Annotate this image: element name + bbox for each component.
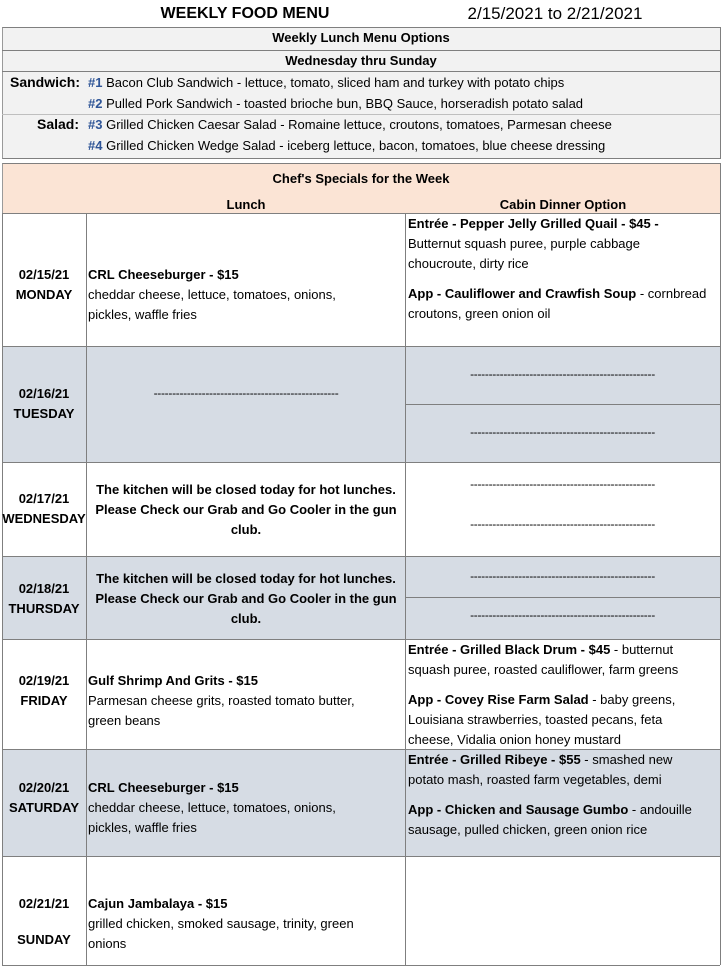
lunch-option-3: #3 Grilled Chicken Caesar Salad - Romaine lettuce, croutons, tomatoes, Parmesan cheese	[88, 117, 612, 132]
dinner-special-monday: Entrée - Pepper Jelly Grilled Quail - $45 - Butternut squash puree, purple cabbage choucroute, dirty rice App - Cauliflower and Crawfish Soup - cornbread croutons, green onion oil	[408, 216, 707, 321]
lunch-options-heading: Weekly Lunch Menu Options	[272, 30, 450, 45]
dinner-placeholder-thursday-1: --------------------------------------------------	[470, 569, 655, 583]
col-lunch-header: Lunch	[226, 197, 266, 212]
divider	[2, 71, 721, 72]
lunch-special-saturday: CRL Cheeseburger - $15 cheddar cheese, lettuce, tomatoes, onions, pickles, waffle fries	[88, 780, 336, 835]
divider	[2, 50, 721, 51]
lunch-placeholder-tuesday: --------------------------------------------------	[153, 386, 339, 400]
salad-label: Salad:	[37, 116, 80, 132]
divider	[405, 597, 721, 598]
dinner-special-friday: Entrée - Grilled Black Drum - $45 - butternut squash puree, roasted cauliflower, farm greens App - Covey Rise Farm Salad - baby greens, Louisiana strawberries, toasted pecans, feta cheese, Vidalia onion honey mustard	[408, 642, 679, 747]
lunch-special-monday: CRL Cheeseburger - $15 cheddar cheese, lettuce, tomatoes, onions, pickles, waffle fries	[88, 267, 336, 322]
divider	[2, 114, 721, 115]
day-label-friday: 02/19/21 FRIDAY	[18, 673, 70, 708]
lunch-option-1: #1 Bacon Club Sandwich - lettuce, tomato, sliced ham and turkey with potato chips	[88, 75, 565, 90]
lunch-option-4: #4 Grilled Chicken Wedge Salad - iceberg lettuce, bacon, tomatoes, blue cheese dressing	[88, 138, 606, 153]
lunch-option-2: #2 Pulled Pork Sandwich - toasted brioche bun, BBQ Sauce, horseradish potato salad	[88, 96, 584, 111]
lunch-special-sunday: Cajun Jambalaya - $15 grilled chicken, smoked sausage, trinity, green onions	[88, 896, 354, 951]
sandwich-label: Sandwich:	[10, 74, 81, 90]
day-label-thursday: 02/18/21 THURSDAY	[8, 581, 80, 616]
lunch-options-days: Wednesday thru Sunday	[285, 53, 437, 68]
day-label-saturday: 02/20/21 SATURDAY	[8, 780, 80, 815]
day-label-sunday: 02/21/21 SUNDAY	[17, 896, 71, 947]
date-range: 2/15/2021 to 2/21/2021	[467, 4, 643, 23]
day-label-tuesday: 02/16/21 TUESDAY	[13, 386, 75, 421]
col-dinner-header: Cabin Dinner Option	[499, 197, 627, 212]
dinner-placeholder-tuesday-2: --------------------------------------------------	[470, 425, 655, 439]
lunch-special-friday: Gulf Shrimp And Grits - $15 Parmesan cheese grits, roasted tomato butter, green beans	[88, 673, 355, 728]
day-label-monday: 02/15/21 MONDAY	[15, 267, 73, 302]
dinner-special-saturday: Entrée - Grilled Ribeye - $55 - smashed new potato mash, roasted farm vegetables, demi App - Chicken and Sausage Gumbo - andouille sausage, pulled chicken, green onion rice	[408, 752, 692, 837]
day-label-wednesday: 02/17/21 WEDNESDAY	[2, 491, 86, 526]
dinner-placeholder-tuesday-1: --------------------------------------------------	[470, 367, 655, 381]
dinner-placeholder-wednesday-1: --------------------------------------------------	[470, 477, 655, 491]
dinner-placeholder-wednesday-2: --------------------------------------------------	[470, 517, 655, 531]
kitchen-closed-wednesday: The kitchen will be closed today for hot lunches. Please Check our Grab and Go Cooler in the gun club.	[95, 482, 397, 537]
specials-heading: Chef's Specials for the Week	[272, 171, 450, 186]
kitchen-closed-thursday: The kitchen will be closed today for hot lunches. Please Check our Grab and Go Cooler in the gun club.	[95, 571, 397, 626]
dinner-placeholder-thursday-2: --------------------------------------------------	[470, 608, 655, 622]
divider	[405, 404, 721, 405]
menu-title: WEEKLY FOOD MENU	[160, 5, 330, 22]
